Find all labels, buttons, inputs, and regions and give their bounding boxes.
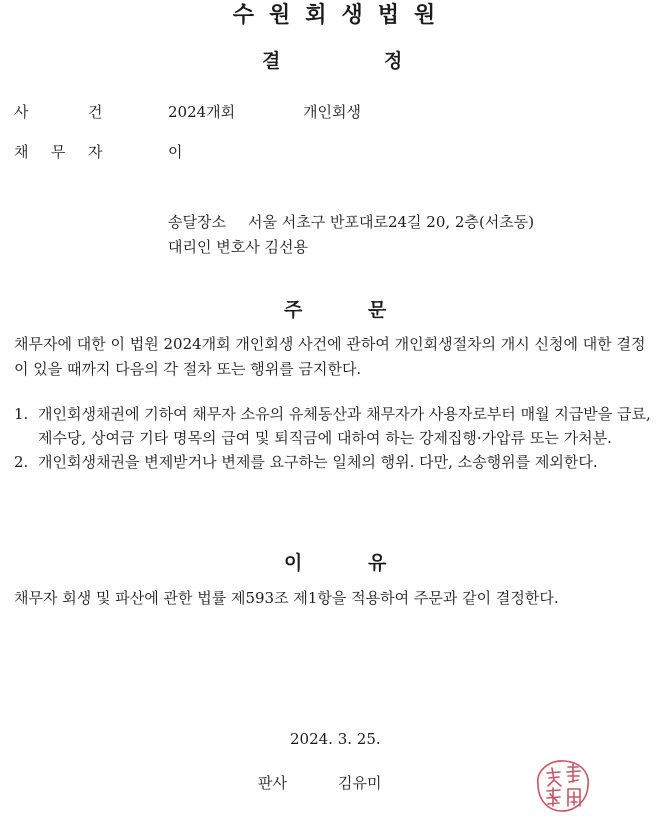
address-label: 송달장소 — [168, 213, 226, 231]
reason-heading-left: 이 — [284, 552, 303, 574]
order-item-1-num: 1. — [14, 405, 29, 423]
court-name: 수원회생법원 — [232, 3, 451, 28]
order-item-1-text: 개인회생채권에 기하여 채무자 소유의 유체동산과 채무자가 사용자로부터 매월 지급받을 급료, 제수당, 상여금 기타 명목의 급여 및 퇴직금에 대하여 하는 강제집행·가압류 또는 가처분. — [38, 405, 651, 447]
order-heading-left: 주 — [284, 299, 303, 321]
order-list — [14, 402, 654, 474]
case-type: 개인회생 — [303, 103, 361, 121]
address: 서울 서초구 반포대로24길 20, 2층(서초동) — [248, 213, 535, 231]
order-item-1 — [14, 402, 654, 450]
judge-title: 판사 — [258, 774, 287, 792]
case-number: 2024개회 — [168, 103, 236, 121]
judge-seal-icon — [530, 756, 596, 816]
order-item-2-num: 2. — [14, 453, 29, 471]
doc-type-left: 결 — [262, 50, 281, 72]
debtor-label-1: 채 — [14, 143, 29, 161]
reason-heading-right: 유 — [368, 552, 387, 574]
doc-type-right: 정 — [384, 50, 403, 72]
order-item-2-text: 개인회생채권을 변제받거나 변제를 요구하는 일체의 행위. 다만, 소송행위를 제외한다. — [38, 453, 598, 471]
debtor-name: 이 — [168, 143, 183, 161]
debtor-label-3: 자 — [88, 143, 103, 161]
order-heading-right: 문 — [368, 299, 387, 321]
agent: 대리인 변호사 김선용 — [168, 238, 308, 256]
order-paragraph: 채무자에 대한 이 법원 2024개회 개인회생 사건에 관하여 개인회생절차의 개시 신청에 대한 결정이 있을 때까지 다음의 각 절차 또는 행위를 금지한다. — [14, 335, 646, 378]
case-label-1: 사 — [14, 103, 29, 121]
debtor-label-2: 무 — [51, 143, 66, 161]
order-item-2 — [14, 450, 654, 474]
case-label-2: 건 — [88, 103, 103, 121]
judge-name: 김유미 — [338, 774, 382, 792]
decision-date: 2024. 3. 25. — [290, 730, 381, 748]
reason-paragraph: 채무자 회생 및 파산에 관한 법률 제593조 제1항을 적용하여 주문과 같이 결정한다. — [14, 589, 559, 607]
